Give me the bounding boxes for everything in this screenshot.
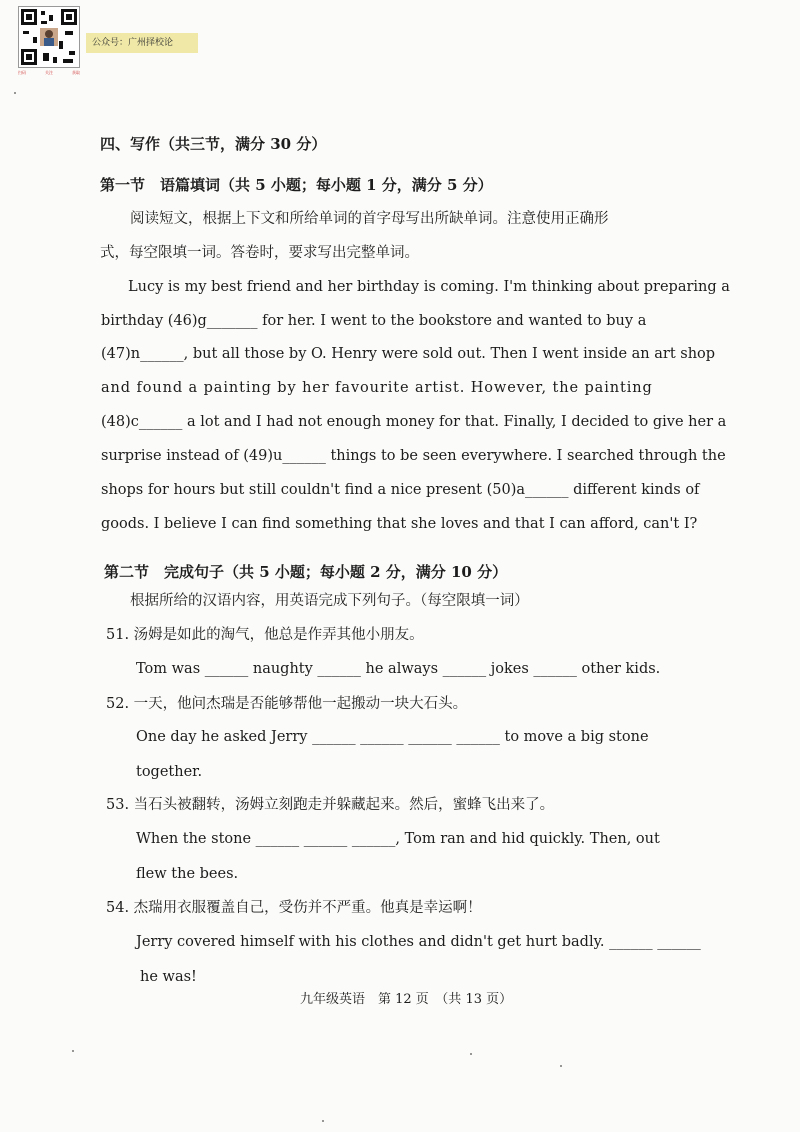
question-54-chinese: 54. 杰瑞用衣服覆盖自己，受伤并不严重。他真是幸运啊！ xyxy=(106,900,482,916)
qr-caption-2: 关注 xyxy=(45,70,53,75)
passage-line-6: surprise instead of (49)u______ things to be seen everywhere. I searched through the xyxy=(101,448,726,464)
question-52-english: One day he asked Jerry ______ ______ ______ ______ to move a big stone xyxy=(136,729,649,745)
part1-instruction-1: 阅读短文，根据上下文和所给单词的首字母写出所缺单词。注意使用正确形 xyxy=(130,211,609,227)
part2-instruction: 根据所给的汉语内容，用英语完成下列句子。（每空限填一词） xyxy=(130,593,529,609)
question-52-english-cont: together. xyxy=(136,764,203,780)
passage-line-8: goods. I believe I can find something that she loves and that I can afford, can't I? xyxy=(101,516,698,532)
passage-line-3: (47)n______, but all those by O. Henry were sold out. Then I went inside an art shop xyxy=(101,346,716,362)
passage-line-7: shops for hours but still couldn't find a nice present (50)a______ different kinds of xyxy=(101,482,700,498)
question-53-chinese: 53. 当石头被翻转，汤姆立刻跑走并躲藏起来。然后，蜜蜂飞出来了。 xyxy=(106,797,555,813)
part1-heading: 第一节 语篇填词（共 5 小题；每小题 1 分，满分 5 分） xyxy=(100,176,493,194)
question-53-english: When the stone ______ ______ ______, Tom ran and hid quickly. Then, out xyxy=(136,831,660,847)
scan-speck xyxy=(560,1065,562,1067)
qr-caption-3: 获取 xyxy=(72,70,80,75)
question-51-english: Tom was ______ naughty ______ he always ______ jokes ______ other kids. xyxy=(136,661,661,677)
passage-line-5: (48)c______ a lot and I had not enough money for that. Finally, I decided to give her a xyxy=(101,414,727,430)
scan-speck xyxy=(72,1050,74,1052)
page-footer: 九年级英语 第 12 页 （共 13 页） xyxy=(300,992,513,1007)
passage-line-1: Lucy is my best friend and her birthday is coming. I'm thinking about preparing a xyxy=(128,279,730,295)
scan-speck xyxy=(14,92,16,94)
passage-line-2: birthday (46)g_______ for her. I went to the bookstore and wanted to buy a xyxy=(101,313,647,329)
question-52-chinese: 52. 一天，他问杰瑞是否能够帮他一起搬动一块大石头。 xyxy=(106,696,468,712)
scan-speck xyxy=(470,1053,472,1055)
qr-caption-1: 扫码 xyxy=(18,70,26,75)
part2-heading: 第二节 完成句子（共 5 小题；每小题 2 分，满分 10 分） xyxy=(104,563,508,581)
part1-instruction-2: 式，每空限填一词。答卷时，要求写出完整单词。 xyxy=(100,245,419,261)
question-53-english-cont: flew the bees. xyxy=(136,866,239,882)
question-54-english: Jerry covered himself with his clothes and didn't get hurt badly. ______ ______ xyxy=(136,934,701,950)
question-51-chinese: 51. 汤姆是如此的淘气，他总是作弄其他小朋友。 xyxy=(106,627,424,643)
qr-captions xyxy=(18,70,80,76)
question-54-english-cont: he was! xyxy=(140,969,197,985)
section-title: 四、写作（共三节，满分 30 分） xyxy=(100,135,327,153)
passage-line-4: and found a painting by her favourite artist. However, the painting xyxy=(101,380,653,396)
qr-code xyxy=(18,6,80,68)
scan-speck xyxy=(322,1120,324,1122)
brand-label: 公众号：广州择校论 xyxy=(86,33,198,53)
